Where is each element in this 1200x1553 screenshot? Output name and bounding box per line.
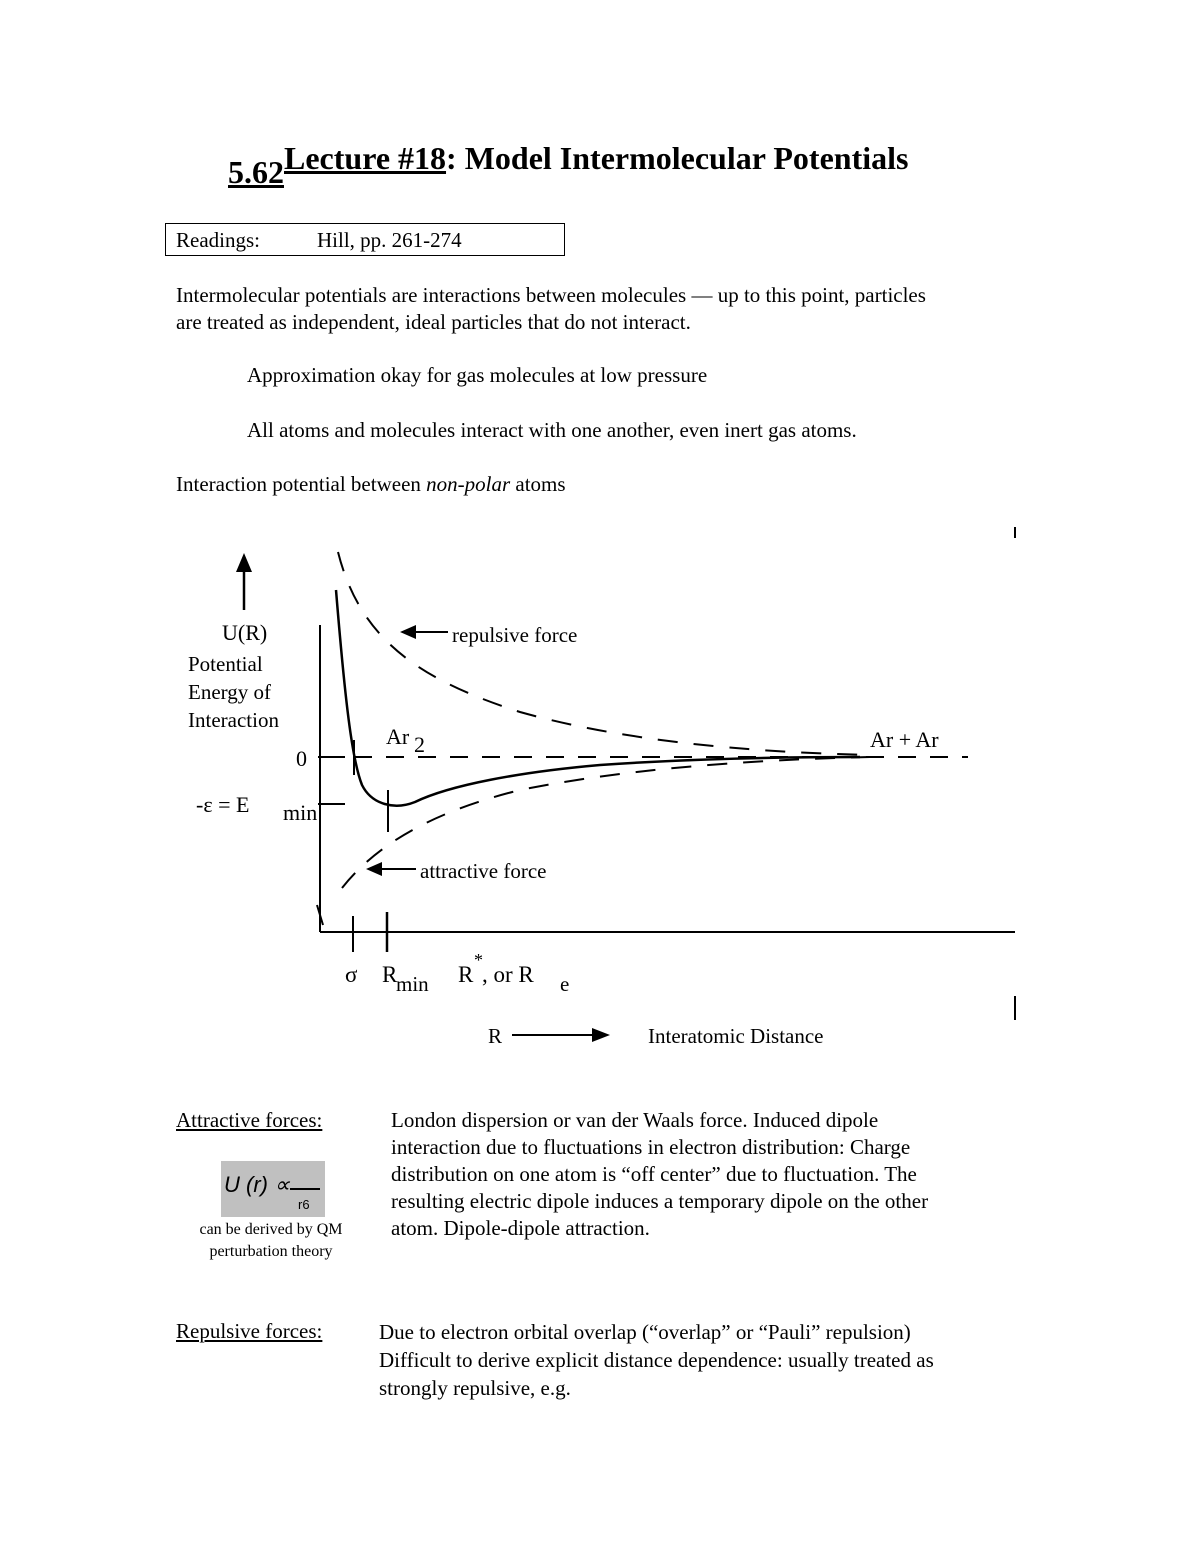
re-subscript: e bbox=[560, 972, 570, 996]
readings-value: Hill, pp. 261-274 bbox=[317, 228, 462, 252]
x-axis-label: Interatomic Distance bbox=[648, 1024, 824, 1048]
repulsive-heading bbox=[176, 1318, 322, 1345]
intro-indent-2: All atoms and molecules interact with one another, even inert gas atoms. bbox=[247, 418, 857, 442]
r-axis-arrow-head bbox=[592, 1028, 610, 1042]
attractive-heading-text: Attractive forces: bbox=[176, 1108, 323, 1132]
repulsive-line-3: strongly repulsive, e.g. bbox=[379, 1376, 571, 1400]
potential-curve bbox=[336, 590, 860, 806]
repulsive-line-2: Difficult to derive explicit distance dependence: usually treated as bbox=[379, 1348, 934, 1372]
ar2-subscript: 2 bbox=[414, 732, 425, 757]
intro-line-2: are treated as independent, ideal particles that do not interact. bbox=[176, 310, 691, 334]
attractive-label: attractive force bbox=[420, 859, 547, 883]
rstar-superscript: * bbox=[474, 950, 483, 970]
repulsive-heading-text: Repulsive forces: bbox=[176, 1319, 323, 1343]
repulsive-line-1: Due to electron orbital overlap (“overlap” or “Pauli” repulsion) bbox=[379, 1320, 911, 1344]
y-label-u: U(R) bbox=[222, 620, 268, 645]
y-label-energy: Energy of bbox=[188, 680, 272, 704]
repulsive-arrow-head bbox=[400, 625, 416, 639]
or-re-label: , or R bbox=[482, 962, 534, 987]
emin-label: -ε = E bbox=[196, 792, 250, 817]
y-label-interaction: Interaction bbox=[188, 708, 279, 732]
rmin-label: R bbox=[382, 962, 398, 987]
ar2-label: Ar bbox=[386, 724, 410, 749]
formula-note-line-1: can be derived by QM bbox=[199, 1221, 343, 1238]
y-arrow-head bbox=[236, 553, 252, 572]
attractive-line-5: atom. Dipole-dipole attraction. bbox=[391, 1216, 650, 1240]
course-number: 5.62 bbox=[228, 154, 284, 190]
lecture-title: : Model Intermolecular Potentials bbox=[446, 140, 909, 176]
formula-note bbox=[176, 1219, 366, 1263]
repulsive-curve bbox=[338, 552, 870, 755]
interaction-italic: non-polar bbox=[426, 472, 511, 496]
emin-subscript: min bbox=[283, 800, 318, 825]
rmin-subscript: min bbox=[396, 972, 429, 996]
attractive-heading bbox=[176, 1107, 322, 1134]
attractive-arrow-head bbox=[366, 862, 382, 876]
formula-text: U (r) ∝ bbox=[224, 1172, 290, 1197]
interaction-suffix: atoms bbox=[510, 472, 566, 496]
attractive-line-3: distribution on one atom is “off center” due to fluctuation. The bbox=[391, 1162, 917, 1186]
attractive-line-1: London dispersion or van der Waals force. Induced dipole bbox=[391, 1108, 879, 1132]
readings-label: Readings: bbox=[176, 228, 260, 252]
intro-indent-1: Approximation okay for gas molecules at low pressure bbox=[247, 363, 708, 387]
sigma-label: σ bbox=[345, 962, 358, 987]
interaction-prefix: Interaction potential between bbox=[176, 472, 427, 496]
intro-line-1: Intermolecular potentials are interactions between molecules — up to this point, particles bbox=[176, 283, 926, 307]
formula-note-line-2: perturbation theory bbox=[209, 1243, 333, 1260]
repulsive-description bbox=[379, 1318, 1039, 1402]
formula-denominator: r6 bbox=[298, 1197, 310, 1212]
rstar-label: R bbox=[458, 962, 474, 987]
zero-label: 0 bbox=[296, 746, 307, 771]
ar-plus-ar-label: Ar + Ar bbox=[870, 727, 939, 752]
attractive-line-4: resulting electric dipole induces a temporary dipole on the other bbox=[391, 1189, 929, 1213]
y-label-potential: Potential bbox=[188, 652, 263, 676]
attractive-description bbox=[391, 1107, 1031, 1242]
r-axis-label: R bbox=[488, 1024, 503, 1048]
lecture-number: Lecture #18 bbox=[284, 140, 447, 176]
repulsive-label: repulsive force bbox=[452, 623, 578, 647]
formula-fraction-bar bbox=[290, 1188, 320, 1190]
attractive-line-2: interaction due to fluctuations in electron distribution: Charge bbox=[391, 1135, 911, 1159]
